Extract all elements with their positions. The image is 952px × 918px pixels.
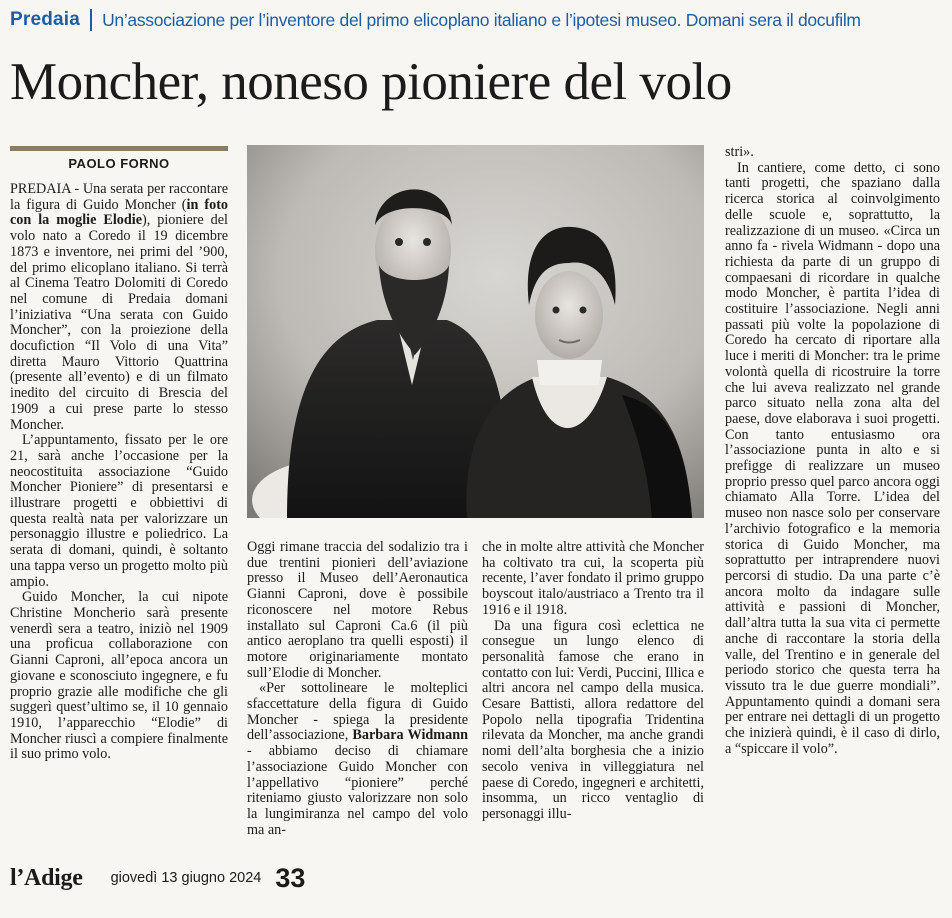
paragraph: In cantiere, come detto, ci sono tanti progetti, che spaziano dalla ricerca storica al coinvolgimento delle scuole e, soprattutto, la realizzazione di un museo. «Circa un anno fa - rivela Widmann - dopo una richiesta da parte di un gruppo di compaesani di ricordare in qualche modo Moncher, è partita l’idea di costituire l’associazione. Negli anni passati più volte la popolazione di Coredo ha cercato di riportare alla luce i meriti di Moncher: tra le prime volontà quella di ricostruire la torre che lui aveva realizzato nel grande parco situato nella zona alta del paese, dove elaborava i suoi progetti. Con tanto entusiasmo ora l’associazione punta in alto e si prefigge di realizzare un museo proprio presso quel parco ancora oggi chiamato Alla Torre. L’idea del museo non nasce solo per conservare l’archivio fotografico e la memoria storica di Guido Moncher, ma soprattutto per intraprendere nuovi percorsi di studio. Da una parte c’è ancora molto da indagare sulle attività e passioni di Moncher, dall’altra tutta la sua vita ci permette anche di raccontare la storia della valle, del Trentino e in generale del periodo storico che questa terra ha vissuto tra le due guerre mondiali”. Appuntamento quindi a domani sera per entrare nei dettagli di un progetto che inizierà quindi, è il caso di dirlo, a “spiccare il volo”. <box>725 159 940 757</box>
article-column-3 <box>482 540 704 823</box>
kicker-text: Un’associazione per l’inventore del primo elicoplano italiano e l’ipotesi museo. Domani sera il docufilm <box>102 9 861 30</box>
photo-caption-inline: in foto con la moglie Elodie <box>10 196 229 229</box>
section-label: Predaia <box>10 9 81 30</box>
quoted-person-name: Barbara Widmann <box>352 727 468 744</box>
paragraph: che in molte altre attività che Moncher ha coltivato tra cui, la scoperta più recente, l’aver fondato il primo gruppo boyscout italo/austriaco a Trento tra il 1916 e il 1918. <box>482 539 704 618</box>
paragraph-text: «Per sottolineare le molteplici sfaccettature della figura di Guido Moncher - spiega la presidente dell’associazione, <box>247 680 468 744</box>
paragraph: Da una figura così eclettica ne consegue un lungo elenco di personalità famose che erano in contatto con lui: Verdi, Puccini, Illica e altri ancora nel campo della musica. Cesare Battisti, allora redattore del Popolo nella tipografia Tridentina rilevata da Moncher, ma anche grandi nomi dell’alta borghesia che a inizio secolo veniva in villeggiatura nel paese di Coredo, ingegneri e architetti, insomma, un ricco ventaglio di personaggi illu- <box>482 617 704 822</box>
kicker-divider <box>90 9 92 31</box>
article-column-2 <box>247 540 468 838</box>
paragraph: Guido Moncher, la cui nipote Christine Moncherio sarà presente venerdì sera a teatro, iniziò nel 1909 una proficua collaborazione con Gianni Caproni, all’epoca ancora un giovane e sconosciuto ingegnere, e fu proprio grazie alle modifiche che gli suggerì quest’ultimo se, il 10 gennaio 1910, l’apparecchio “Elodie” di Moncher riuscì a compiere finalmente il suo primo volo. <box>10 589 228 763</box>
byline: PAOLO FORNO <box>68 156 170 171</box>
paragraph: L’appuntamento, fissato per le ore 21, sarà anche l’occasione per la neocostituita associazione “Guido Moncher Pioniere” di presentarsi e illustrare progetti e obbiettivi di questa realtà nata per valorizzare un personaggio illustre e poliedrico. La serata di domani, quindi, è soltanto una tappa verso un progetto molto più ampio. <box>10 432 228 590</box>
paragraph-text: PREDAIA - Una serata per raccontare la figura di Guido Moncher ( <box>10 181 228 213</box>
paragraph-text: ), pioniere del volo nato a Coredo il 19 dicembre 1873 e inventore, nei primi del ’900, del primo elicoplano italiano. Si terrà al Cinema Teatro Dolomiti di Coredo nel comune di Predaia domani l’iniziativa “Una serata con Guido Moncher”, con la proiezione della docufiction “Il Volo di una Vita” diretta Mauro Vittorio Quattrina (presente all’evento) e di un filmato inedito del circuito di Brescia del 1909 a cui prese parte lo stesso Moncher. <box>10 212 228 433</box>
couple-photo <box>247 145 704 518</box>
page-footer <box>10 848 610 908</box>
article-column-1 <box>10 182 228 763</box>
newspaper-logo: l’Adige <box>10 864 83 891</box>
headline: Moncher, noneso pioniere del volo <box>10 53 732 111</box>
issue-date: giovedì 13 giugno 2024 <box>110 870 262 886</box>
byline-rule <box>10 146 228 151</box>
kicker-bar <box>10 6 942 34</box>
article-column-4 <box>725 145 940 757</box>
vintage-couple-photo-icon <box>247 145 704 518</box>
paragraph <box>10 182 228 433</box>
paragraph: Oggi rimane traccia del sodalizio tra i due trentini pionieri dell’aviazione presso il Museo dell’Aeronautica Gianni Caproni, dove è possibile riconoscere nel motore Rebus installato sul Caproni Ca.6 (il più antico aeroplano tra quelli esposti) il motore originariamente montato sull’Elodie di Moncher. <box>247 539 468 681</box>
paragraph-text: - abbiamo deciso di chiamare l’associazione Guido Moncher con l’appellativo “pioniere” perché riteniamo giusto valorizzare non solo la lungimiranza nel campo del volo ma an- <box>247 743 468 838</box>
paragraph <box>247 681 468 838</box>
paragraph: stri». <box>725 144 754 160</box>
page-number: 33 <box>275 862 306 893</box>
